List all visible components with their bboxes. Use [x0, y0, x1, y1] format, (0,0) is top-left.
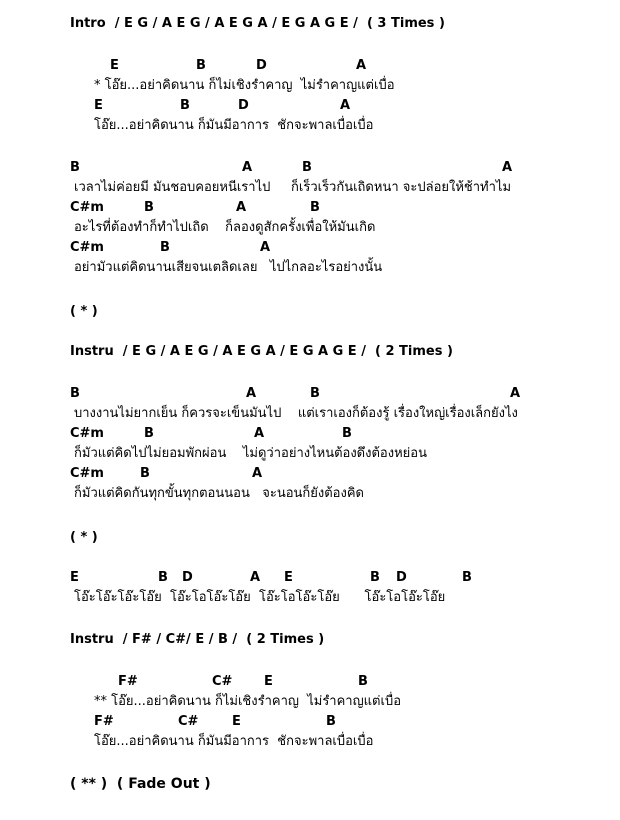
- lyric-line: โอ๊ย...อย่าคิดนาน ก็มันมีอาการ ชักจะพาลเบื่อเบื่อ: [94, 734, 374, 749]
- chord-label: A: [510, 386, 521, 401]
- chord-label: D: [238, 98, 249, 113]
- chord-label: B: [310, 386, 320, 401]
- lyric-line: โอ๊ย...อย่าคิดนาน ก็มันมีอาการ ชักจะพาลเบื่อเบื่อ: [94, 118, 374, 133]
- chord-label: A: [242, 160, 253, 175]
- chord-label: A: [236, 200, 247, 215]
- instru-line: Instru / E G / A E G / A E G A / E G A G E / ( 2 Times ): [70, 344, 453, 359]
- chord-label: B: [144, 426, 154, 441]
- chord-label: D: [256, 58, 267, 73]
- lyric-line: บางงานไม่ยากเย็น ก็ควรจะเข็นมันไป แต่เราเองก็ต้องรู้ เรื่องใหญ่เรื่องเล็กยังไง: [74, 406, 518, 421]
- chord-label: A: [502, 160, 513, 175]
- lyric-line: เวลาไม่ค่อยมี มันชอบคอยหนีเราไป ก็เร็วเร็วกันเถิดหนา จะปล่อยให้ช้าทำไม: [74, 180, 512, 195]
- chord-label: C#m: [70, 200, 104, 215]
- chord-label: D: [396, 570, 407, 585]
- chord-label: E: [232, 714, 241, 729]
- chord-label: E: [284, 570, 293, 585]
- chord-label: C#m: [70, 466, 104, 481]
- chord-label: C#: [212, 674, 233, 689]
- lyric-line: อย่ามัวแต่คิดนานเสียจนเตลิดเลย ไปไกลอะไรอย่างนั้น: [74, 260, 383, 275]
- fade-out-line: ( ** ) ( Fade Out ): [70, 776, 211, 792]
- chord-label: B: [70, 160, 80, 175]
- chord-label: E: [94, 98, 103, 113]
- chord-label: B: [144, 200, 154, 215]
- chord-label: C#: [178, 714, 199, 729]
- chord-label: B: [358, 674, 368, 689]
- chord-label: A: [250, 570, 261, 585]
- lyric-line: ** โอ๊ย...อย่าคิดนาน ก็ไม่เชิงรำคาญ ไม่รำคาญแต่เบื่อ: [94, 694, 402, 709]
- chord-label: A: [252, 466, 263, 481]
- lyric-line: โอ๊ะโอ๊ะโอ๊ะโอ๊ย โอ๊ะโอโอ๊ะโอ๊ย โอ๊ะโอโอ๊ะโอ๊ย โอ๊ะโอโอ๊ะโอ๊ย: [74, 590, 446, 605]
- chord-label: E: [70, 570, 79, 585]
- instru-line: Instru / F# / C#/ E / B / ( 2 Times ): [70, 632, 325, 647]
- chord-label: B: [326, 714, 336, 729]
- chord-label: B: [462, 570, 472, 585]
- chord-label: B: [196, 58, 206, 73]
- chord-label: A: [254, 426, 265, 441]
- lyric-line: * โอ๊ย...อย่าคิดนาน ก็ไม่เชิงรำคาญ ไม่รำคาญแต่เบื่อ: [94, 78, 395, 93]
- chord-label: C#m: [70, 426, 104, 441]
- chorus-marker: ( * ): [70, 304, 98, 319]
- chord-label: B: [302, 160, 312, 175]
- chord-label: F#: [118, 674, 138, 689]
- chord-label: A: [340, 98, 351, 113]
- chord-label: B: [158, 570, 168, 585]
- chord-label: B: [370, 570, 380, 585]
- intro-line: Intro / E G / A E G / A E G A / E G A G E / ( 3 Times ): [70, 16, 445, 31]
- chord-label: B: [342, 426, 352, 441]
- chord-label: B: [160, 240, 170, 255]
- chord-label: B: [70, 386, 80, 401]
- chord-label: E: [110, 58, 119, 73]
- chord-label: E: [264, 674, 273, 689]
- chord-label: C#m: [70, 240, 104, 255]
- lyric-line: อะไรที่ต้องทำก็ทำไปเถิด ก็ลองดูสักครั้งเพื่อให้มันเกิด: [74, 220, 376, 235]
- chord-label: D: [182, 570, 193, 585]
- chord-label: B: [180, 98, 190, 113]
- lyric-line: ก็มัวแต่คิดกันทุกขั้นทุกตอนนอน จะนอนก็ยังต้องคิด: [74, 486, 364, 501]
- chord-label: A: [260, 240, 271, 255]
- chord-label: B: [310, 200, 320, 215]
- chord-label: B: [140, 466, 150, 481]
- chorus-marker: ( * ): [70, 530, 98, 545]
- lyric-line: ก็มัวแต่คิดไปไม่ยอมพักผ่อน ไม่ดูว่าอย่างไหนต้องดึงต้องหย่อน: [74, 446, 427, 461]
- chord-label: A: [246, 386, 257, 401]
- chord-label: F#: [94, 714, 114, 729]
- chord-label: A: [356, 58, 367, 73]
